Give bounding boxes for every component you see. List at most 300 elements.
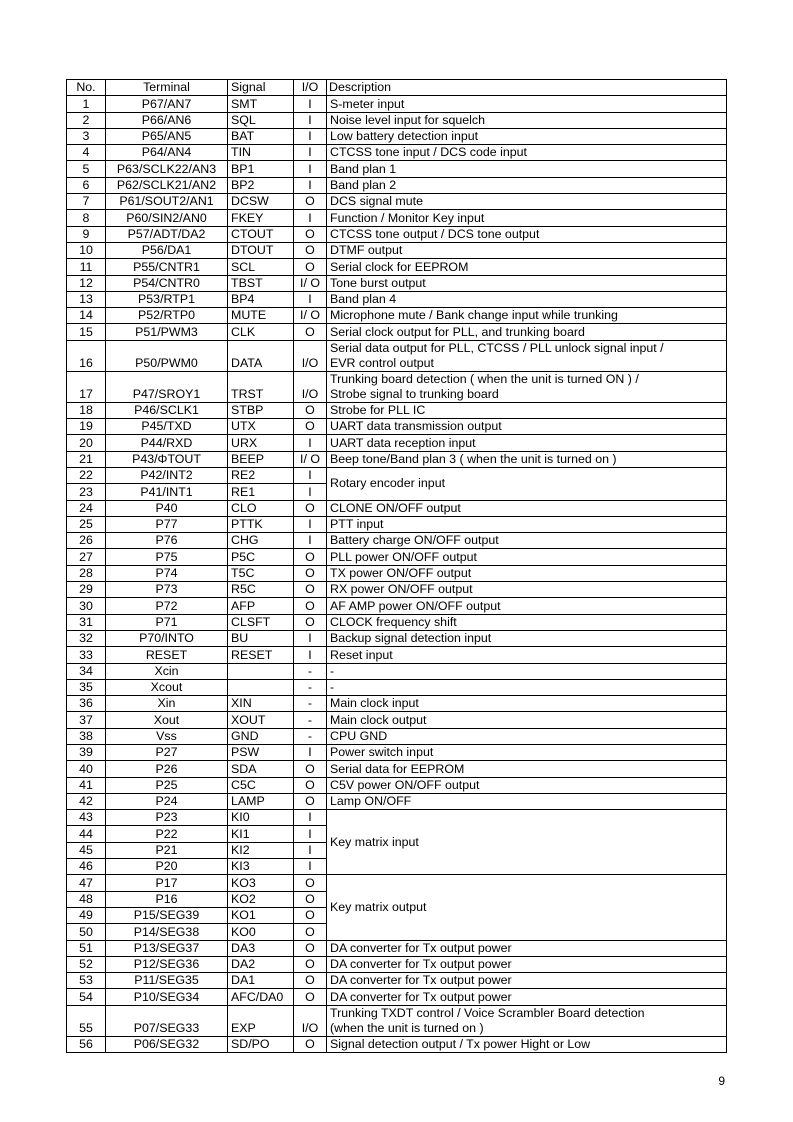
table-row: [67, 112, 727, 128]
description-line: DA converter for Tx output power: [330, 989, 512, 1004]
description-line: Beep tone/Band plan 3 ( when the unit is turned on ): [330, 451, 617, 466]
pin-number-cell: 52: [67, 956, 106, 972]
table-row: [67, 989, 727, 1005]
table-row: [67, 793, 727, 809]
signal-cell: KO0: [228, 924, 294, 940]
signal-cell: CHG: [228, 533, 294, 549]
table-row: [67, 940, 727, 956]
header-io: I/O: [294, 80, 327, 96]
terminal-cell: P53/RTP1: [106, 291, 228, 307]
description-line: Trunking board detection ( when the unit is turned ON ) /: [330, 371, 639, 386]
description-line: -: [330, 680, 335, 695]
pin-number-cell: 15: [67, 324, 106, 340]
table-row: [67, 500, 727, 516]
description-cell: [327, 679, 727, 695]
description-cell: [327, 647, 727, 663]
terminal-cell: P52/RTP0: [106, 308, 228, 324]
description-cell: [327, 226, 727, 242]
io-cell: O: [294, 226, 327, 242]
signal-cell: TBST: [228, 275, 294, 291]
signal-cell: BU: [228, 630, 294, 646]
signal-cell: FKEY: [228, 210, 294, 226]
description-line: CTCSS tone input / DCS code input: [330, 145, 527, 160]
table-body: [67, 96, 727, 1053]
pin-number-cell: 56: [67, 1036, 106, 1052]
io-cell: I/O: [294, 340, 327, 371]
io-cell: -: [294, 679, 327, 695]
description-line: TX power ON/OFF output: [330, 566, 472, 581]
table-row: [67, 679, 727, 695]
io-cell: I: [294, 210, 327, 226]
io-cell: I: [294, 112, 327, 128]
terminal-cell: P17: [106, 875, 228, 891]
signal-cell: KI0: [228, 810, 294, 826]
table-row: [67, 516, 727, 532]
table-row: [67, 744, 727, 760]
signal-cell: CLO: [228, 500, 294, 516]
terminal-cell: P25: [106, 777, 228, 793]
description-cell: [327, 128, 727, 144]
pin-number-cell: 55: [67, 1005, 106, 1036]
table-row: [67, 728, 727, 744]
table-row: [67, 598, 727, 614]
pin-number-cell: 30: [67, 598, 106, 614]
io-cell: I: [294, 859, 327, 875]
io-cell: I: [294, 128, 327, 144]
signal-cell: PTTK: [228, 516, 294, 532]
description-cell: [327, 419, 727, 435]
signal-cell: DA3: [228, 940, 294, 956]
pin-number-cell: 28: [67, 565, 106, 581]
description-line: UART data transmission output: [330, 419, 502, 434]
signal-cell: BEEP: [228, 451, 294, 467]
description-line: Key matrix input: [330, 834, 419, 849]
signal-cell: KO3: [228, 875, 294, 891]
pin-number-cell: 25: [67, 516, 106, 532]
terminal-cell: Xout: [106, 712, 228, 728]
io-cell: I: [294, 630, 327, 646]
description-line: Lamp ON/OFF: [330, 794, 412, 809]
terminal-cell: P46/SCLK1: [106, 402, 228, 418]
description-line: Serial data output for PLL, CTCSS / PLL unlock signal input /: [330, 340, 664, 355]
terminal-cell: P22: [106, 826, 228, 842]
table-row: [67, 275, 727, 291]
pin-number-cell: 51: [67, 940, 106, 956]
signal-cell: EXP: [228, 1005, 294, 1036]
description-line: Serial clock for EEPROM: [330, 259, 469, 274]
io-cell: I: [294, 810, 327, 826]
signal-cell: TRST: [228, 371, 294, 402]
description-cell: [327, 259, 727, 275]
table-row: [67, 145, 727, 161]
pin-number-cell: 24: [67, 500, 106, 516]
table-row: [67, 467, 727, 483]
terminal-cell: P11/SEG35: [106, 973, 228, 989]
description-line: Main clock output: [330, 712, 427, 727]
description-cell: [327, 451, 727, 467]
pin-number-cell: 46: [67, 859, 106, 875]
description-cell: [327, 96, 727, 112]
pin-number-cell: 34: [67, 663, 106, 679]
description-cell: [327, 275, 727, 291]
terminal-cell: P64/AN4: [106, 145, 228, 161]
pin-number-cell: 10: [67, 242, 106, 258]
terminal-cell: Xcin: [106, 663, 228, 679]
signal-cell: KI1: [228, 826, 294, 842]
signal-cell: BP1: [228, 161, 294, 177]
description-line: Microphone mute / Bank change input while trunking: [330, 308, 618, 323]
description-cell: [327, 533, 727, 549]
io-cell: O: [294, 924, 327, 940]
io-cell: O: [294, 565, 327, 581]
terminal-cell: P63/SCLK22/AN3: [106, 161, 228, 177]
io-cell: O: [294, 777, 327, 793]
io-cell: I: [294, 533, 327, 549]
description-cell: [327, 112, 727, 128]
table-row: [67, 1036, 727, 1052]
description-cell: [327, 663, 727, 679]
description-line: AF AMP power ON/OFF output: [330, 598, 501, 613]
io-cell: I/ O: [294, 308, 327, 324]
signal-cell: RE2: [228, 467, 294, 483]
table-row: [67, 533, 727, 549]
description-cell: [327, 402, 727, 418]
table-row: [67, 177, 727, 193]
description-cell: [327, 728, 727, 744]
signal-cell: UTX: [228, 419, 294, 435]
signal-cell: BP2: [228, 177, 294, 193]
table-row: [67, 210, 727, 226]
terminal-cell: P14/SEG38: [106, 924, 228, 940]
table-row: [67, 161, 727, 177]
description-line: CLONE ON/OFF output: [330, 500, 461, 515]
pin-number-cell: 43: [67, 810, 106, 826]
pin-number-cell: 41: [67, 777, 106, 793]
terminal-cell: P51/PWM3: [106, 324, 228, 340]
terminal-cell: P70/INTO: [106, 630, 228, 646]
signal-cell: KO2: [228, 891, 294, 907]
terminal-cell: P41/INT1: [106, 484, 228, 500]
description-line: Serial data for EEPROM: [330, 761, 465, 776]
description-cell: [327, 761, 727, 777]
description-line: (when the unit is turned on ): [330, 1020, 484, 1035]
signal-cell: R5C: [228, 582, 294, 598]
io-cell: I/O: [294, 371, 327, 402]
io-cell: I: [294, 291, 327, 307]
pin-number-cell: 9: [67, 226, 106, 242]
table-row: [67, 308, 727, 324]
terminal-cell: P45/TXD: [106, 419, 228, 435]
description-cell: [327, 1036, 727, 1052]
io-cell: O: [294, 324, 327, 340]
terminal-cell: P44/RXD: [106, 435, 228, 451]
terminal-cell: P07/SEG33: [106, 1005, 228, 1036]
io-cell: O: [294, 242, 327, 258]
pin-number-cell: 11: [67, 259, 106, 275]
description-cell: [327, 371, 727, 402]
io-cell: -: [294, 663, 327, 679]
terminal-cell: P16: [106, 891, 228, 907]
terminal-cell: P67/AN7: [106, 96, 228, 112]
terminal-cell: P50/PWM0: [106, 340, 228, 371]
header-signal: Signal: [228, 80, 294, 96]
terminal-cell: P47/SROY1: [106, 371, 228, 402]
terminal-cell: P74: [106, 565, 228, 581]
pin-number-cell: 35: [67, 679, 106, 695]
description-line: Strobe for PLL IC: [330, 403, 426, 418]
pin-number-cell: 32: [67, 630, 106, 646]
pin-number-cell: 5: [67, 161, 106, 177]
table-row: [67, 371, 727, 402]
description-line: Band plan 4: [330, 292, 397, 307]
io-cell: O: [294, 875, 327, 891]
description-cell: [327, 956, 727, 972]
io-cell: I: [294, 145, 327, 161]
pin-number-cell: 50: [67, 924, 106, 940]
pin-number-cell: 18: [67, 402, 106, 418]
pin-number-cell: 39: [67, 744, 106, 760]
pin-number-cell: 13: [67, 291, 106, 307]
pin-number-cell: 47: [67, 875, 106, 891]
table-row: [67, 194, 727, 210]
terminal-cell: P76: [106, 533, 228, 549]
description-line: Battery charge ON/OFF output: [330, 533, 499, 548]
pin-number-cell: 38: [67, 728, 106, 744]
description-line: Reset input: [330, 647, 393, 662]
io-cell: O: [294, 761, 327, 777]
signal-cell: TIN: [228, 145, 294, 161]
description-cell: [327, 989, 727, 1005]
description-line: Strobe signal to trunking board: [330, 386, 499, 401]
description-cell: [327, 516, 727, 532]
io-cell: O: [294, 940, 327, 956]
terminal-cell: P60/SIN2/AN0: [106, 210, 228, 226]
table-row: [67, 402, 727, 418]
table-row: [67, 630, 727, 646]
description-cell: [327, 177, 727, 193]
signal-cell: SQL: [228, 112, 294, 128]
io-cell: O: [294, 891, 327, 907]
io-cell: I/ O: [294, 451, 327, 467]
description-cell: [327, 467, 727, 500]
description-line: PTT input: [330, 517, 384, 532]
terminal-cell: P65/AN5: [106, 128, 228, 144]
io-cell: I: [294, 177, 327, 193]
description-cell: [327, 565, 727, 581]
description-cell: [327, 340, 727, 371]
terminal-cell: P20: [106, 859, 228, 875]
io-cell: O: [294, 582, 327, 598]
table-row: [67, 226, 727, 242]
signal-cell: URX: [228, 435, 294, 451]
signal-cell: AFC/DA0: [228, 989, 294, 1005]
io-cell: I: [294, 467, 327, 483]
table-row: [67, 614, 727, 630]
pin-number-cell: 1: [67, 96, 106, 112]
signal-cell: XOUT: [228, 712, 294, 728]
description-cell: [327, 630, 727, 646]
table-row: [67, 324, 727, 340]
io-cell: O: [294, 402, 327, 418]
description-line: RX power ON/OFF output: [330, 582, 473, 597]
description-cell: [327, 598, 727, 614]
io-cell: O: [294, 259, 327, 275]
signal-cell: BAT: [228, 128, 294, 144]
terminal-cell: P77: [106, 516, 228, 532]
pin-number-cell: 16: [67, 340, 106, 371]
description-line: Rotary encoder input: [330, 476, 446, 491]
io-cell: I: [294, 161, 327, 177]
description-cell: [327, 875, 727, 940]
table-row: [67, 663, 727, 679]
pin-number-cell: 14: [67, 308, 106, 324]
description-line: Main clock input: [330, 696, 419, 711]
signal-cell: [228, 679, 294, 695]
signal-cell: CLK: [228, 324, 294, 340]
terminal-cell: RESET: [106, 647, 228, 663]
pin-number-cell: 20: [67, 435, 106, 451]
description-line: DA converter for Tx output power: [330, 973, 512, 988]
table-row: [67, 777, 727, 793]
description-line: C5V power ON/OFF output: [330, 777, 480, 792]
description-cell: [327, 793, 727, 809]
description-line: Trunking TXDT control / Voice Scrambler Board detection: [330, 1005, 645, 1020]
description-line: DCS signal mute: [330, 194, 423, 209]
description-cell: [327, 324, 727, 340]
page-number: 9: [718, 1074, 725, 1088]
description-line: Noise level input for squelch: [330, 112, 485, 127]
pin-number-cell: 49: [67, 907, 106, 923]
description-cell: [327, 435, 727, 451]
signal-cell: CLSFT: [228, 614, 294, 630]
io-cell: O: [294, 907, 327, 923]
table-row: [67, 1005, 727, 1036]
table-row: [67, 696, 727, 712]
description-line: CLOCK frequency shift: [330, 614, 457, 629]
io-cell: I: [294, 435, 327, 451]
pin-number-cell: 40: [67, 761, 106, 777]
signal-cell: SDA: [228, 761, 294, 777]
description-cell: [327, 291, 727, 307]
terminal-cell: P23: [106, 810, 228, 826]
pin-number-cell: 8: [67, 210, 106, 226]
description-line: Serial clock output for PLL, and trunking board: [330, 324, 585, 339]
terminal-cell: P71: [106, 614, 228, 630]
signal-cell: P5C: [228, 549, 294, 565]
terminal-cell: P72: [106, 598, 228, 614]
io-cell: O: [294, 500, 327, 516]
description-cell: [327, 712, 727, 728]
description-cell: [327, 161, 727, 177]
terminal-cell: P27: [106, 744, 228, 760]
pin-number-cell: 26: [67, 533, 106, 549]
signal-cell: XIN: [228, 696, 294, 712]
description-cell: [327, 145, 727, 161]
pin-number-cell: 12: [67, 275, 106, 291]
description-cell: [327, 582, 727, 598]
io-cell: O: [294, 973, 327, 989]
terminal-cell: P06/SEG32: [106, 1036, 228, 1052]
signal-cell: CTOUT: [228, 226, 294, 242]
table-row: [67, 435, 727, 451]
signal-cell: DA2: [228, 956, 294, 972]
table-row: [67, 565, 727, 581]
description-cell: [327, 777, 727, 793]
pin-number-cell: 23: [67, 484, 106, 500]
description-cell: [327, 696, 727, 712]
io-cell: I: [294, 96, 327, 112]
signal-cell: SCL: [228, 259, 294, 275]
terminal-cell: P55/CNTR1: [106, 259, 228, 275]
pin-number-cell: 31: [67, 614, 106, 630]
io-cell: O: [294, 1036, 327, 1052]
io-cell: O: [294, 598, 327, 614]
description-line: DA converter for Tx output power: [330, 957, 512, 972]
pin-assignment-table: [66, 79, 727, 1053]
description-cell: [327, 810, 727, 875]
pin-number-cell: 54: [67, 989, 106, 1005]
description-line: S-meter input: [330, 96, 405, 111]
pin-number-cell: 22: [67, 467, 106, 483]
terminal-cell: P24: [106, 793, 228, 809]
signal-cell: T5C: [228, 565, 294, 581]
terminal-cell: P15/SEG39: [106, 907, 228, 923]
signal-cell: GND: [228, 728, 294, 744]
description-line: CTCSS tone output / DCS tone output: [330, 226, 540, 241]
pin-number-cell: 48: [67, 891, 106, 907]
terminal-cell: P73: [106, 582, 228, 598]
signal-cell: LAMP: [228, 793, 294, 809]
pin-number-cell: 44: [67, 826, 106, 842]
description-line: Function / Monitor Key input: [330, 210, 485, 225]
table-row: [67, 128, 727, 144]
pin-number-cell: 29: [67, 582, 106, 598]
signal-cell: MUTE: [228, 308, 294, 324]
pin-number-cell: 33: [67, 647, 106, 663]
terminal-cell: P26: [106, 761, 228, 777]
table-row: [67, 259, 727, 275]
pin-number-cell: 21: [67, 451, 106, 467]
terminal-cell: P61/SOUT2/AN1: [106, 194, 228, 210]
io-cell: O: [294, 793, 327, 809]
terminal-cell: P62/SCLK21/AN2: [106, 177, 228, 193]
pin-number-cell: 7: [67, 194, 106, 210]
io-cell: I: [294, 484, 327, 500]
table-row: [67, 96, 727, 112]
pin-number-cell: 19: [67, 419, 106, 435]
pin-number-cell: 45: [67, 842, 106, 858]
pin-number-cell: 53: [67, 973, 106, 989]
terminal-cell: P12/SEG36: [106, 956, 228, 972]
table-row: [67, 451, 727, 467]
description-cell: [327, 1005, 727, 1036]
description-cell: [327, 744, 727, 760]
description-cell: [327, 973, 727, 989]
pin-number-cell: 36: [67, 696, 106, 712]
pin-number-cell: 42: [67, 793, 106, 809]
io-cell: I: [294, 826, 327, 842]
pin-number-cell: 17: [67, 371, 106, 402]
signal-cell: DTOUT: [228, 242, 294, 258]
description-line: Signal detection output / Tx power Hight or Low: [330, 1037, 591, 1052]
signal-cell: C5C: [228, 777, 294, 793]
description-line: CPU GND: [330, 728, 388, 743]
description-line: Band plan 2: [330, 178, 397, 193]
io-cell: O: [294, 419, 327, 435]
io-cell: -: [294, 728, 327, 744]
table-row: [67, 810, 727, 826]
signal-cell: DA1: [228, 973, 294, 989]
